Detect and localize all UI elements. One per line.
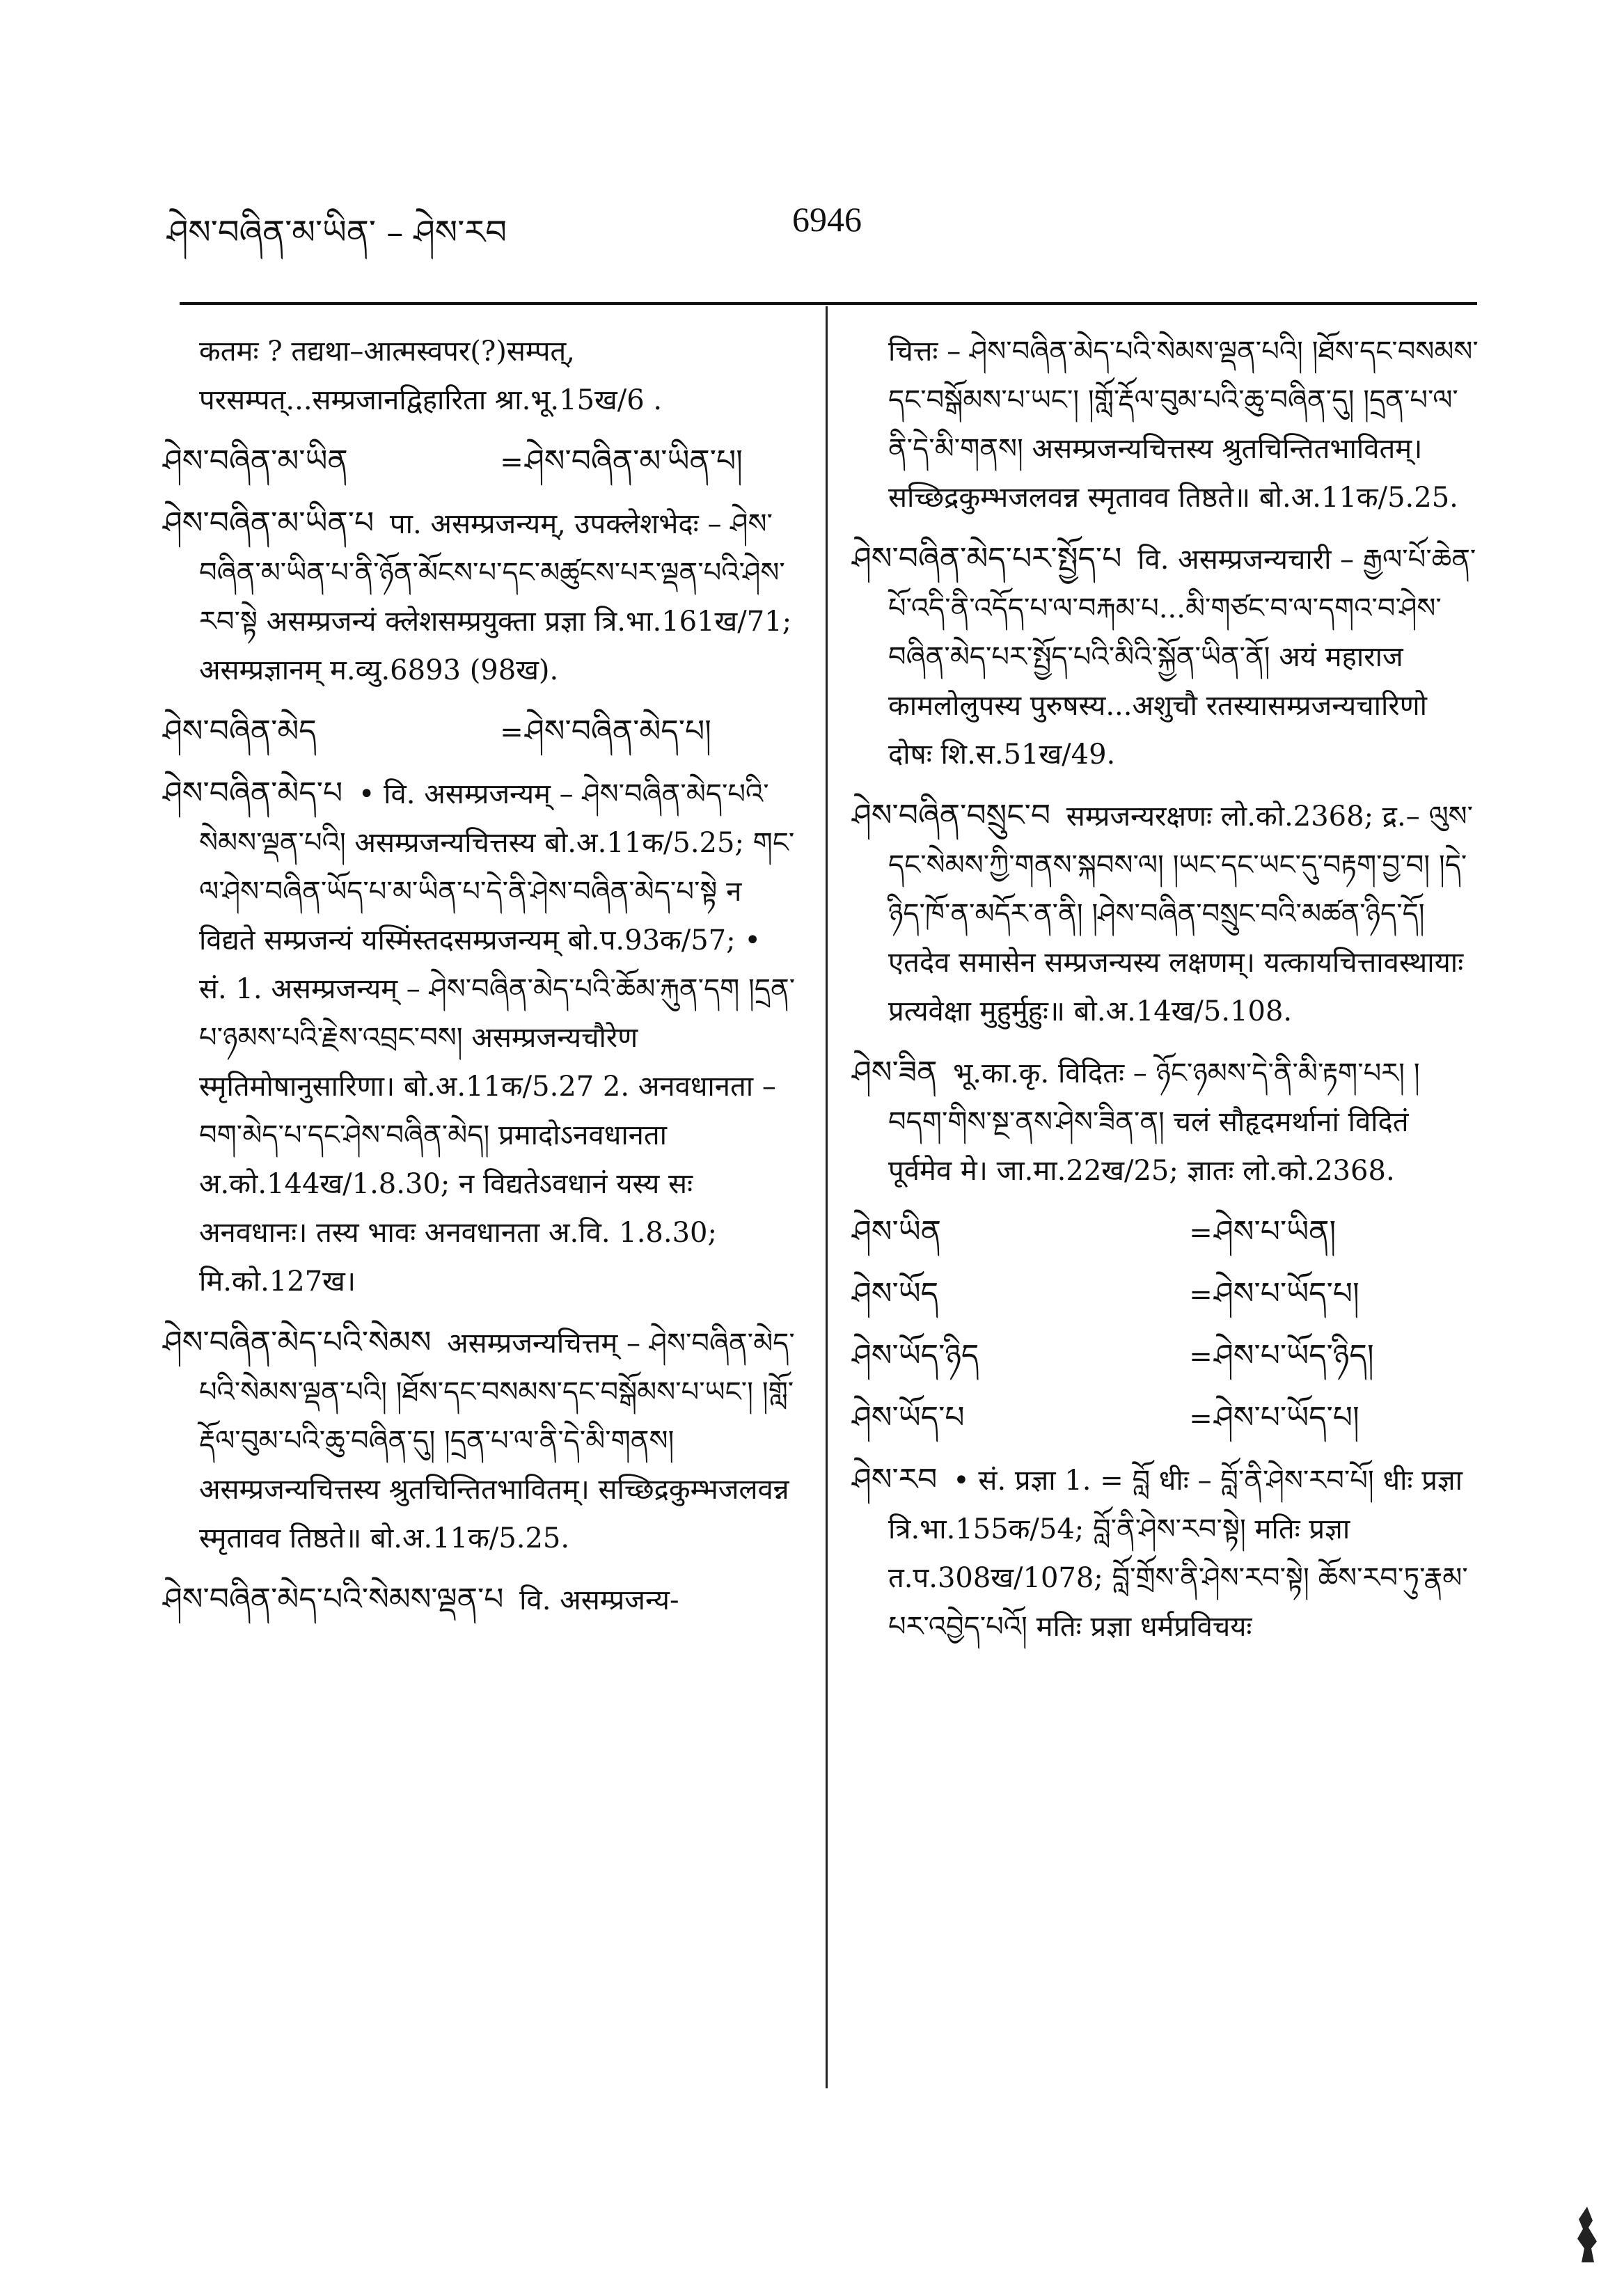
headword: ཤེས་བཞིན་མེད་པ — [163, 775, 343, 811]
reference-target: ཤེས་བཞིན་མ་ཡིན་པ། — [525, 443, 743, 479]
cross-reference-entry — [852, 1332, 1479, 1381]
column-divider — [826, 306, 828, 2088]
entry-text: असम्प्रजन्यचित्तम् – ཤེས་བཞིན་མེད་པའི་སེམས་ལྡན་པའི། །ཐོས་དང་བསམས་དང་བསྒོམས་པ་ཡང་། །གློ་རྡོལ་བུམ་པའི་ཆུ་བཞིན་དུ། །དྲན་པ་ལ་ནི་དེ་མི་གནས། असम्प्रजन्यचित्तस्य श्रुतचिन्तितभावितम्। सच्छिद्रकुम्भजलवन्न स्मृतावव तिष्ठते॥ बो.अ.11क/5.25. — [199, 1327, 795, 1554]
continuation-entry — [163, 327, 796, 425]
page-number: 6946 — [792, 200, 862, 239]
dictionary-entry — [163, 1575, 796, 1625]
headword: ཤེས་བཞིན་མེད — [163, 714, 317, 749]
entry-text: सम्प्रजन्यरक्षणः लो.को.2368; द्र.– ལུས་དང་སེམས་ཀྱི་གནས་སྐབས་ལ། །ཡང་དང་ཡང་དུ་བརྟག་བྱ་བ། །དེ་ཉིད་ཁོ་ན་མདོར་ན་ནི། །ཤེས་བཞིན་བསྲུང་བའི་མཚན་ཉིད་དོ། एतदेव समासेन सम्प्रजन्यस्य लक्षणम्। यत्कायचित्तावस्थायाः प्रत्यवेक्षा मुहुर्मुहुः॥ बो.अ.14ख/5.108. — [888, 801, 1474, 1027]
entry-text: वि. असम्प्रजन्य- — [519, 1584, 679, 1616]
headword: ཤེས་བཞིན་བསྲུང་བ — [852, 798, 1051, 833]
dictionary-entry — [852, 791, 1479, 1036]
entry-text: पा. असम्प्रजन्यम्, उपक्लेशभेदः – ཤེས་བཞིན་མ་ཡིན་པ་ནི་ཉོན་མོངས་པ་དང་མཚུངས་པར་ལྡན་པའི་ཤེས་རབ་སྟེ असम्प्रजन्यं क्लेशसम्प्रयुक्ता प्रज्ञा त्रि.भा.161ख/71; असम्प्रज्ञानम् म.व्यु.6893 (98ख). — [199, 508, 792, 686]
cross-reference-entry — [163, 437, 796, 487]
headword: ཤེས་ཡོད — [852, 1276, 939, 1311]
cross-reference-entry — [852, 1208, 1479, 1257]
entry-text: कतमः ? तद्यथा–आत्मस्वपर(?)सम्पत्, परसम्पत्...सम्प्रजानद्विहारिता श्रा.भू.15ख/6 . — [199, 336, 663, 416]
right-column — [852, 327, 1479, 1664]
left-column — [163, 327, 796, 1637]
equals-sign: = — [500, 716, 523, 748]
cross-reference-entry — [852, 1394, 1479, 1443]
headword: ཤེས་བཞིན་མེད་པར་སྤྱོད་པ — [852, 541, 1122, 576]
entry-text: वि. असम्प्रजन्यचारी – རྒྱལ་པོ་ཆེན་པོ་འདི་ནི་འདོད་པ་ལ་བརྐམ་པ...མི་གཙང་བ་ལ་དགའ་བ་ཤེས་བཞིན་མེད་པར་སྤྱོད་པའི་མིའི་སྐྱོན་ཡིན་ནོ། अयं महाराज कामलोलुपस्य पुरुषस्य...अशुचौ रतस्यासम्प्रजन्यचारिणो दोषः शि.स.51ख/49. — [888, 544, 1476, 771]
headword: ཤེས་ཡོད་ཉིད — [852, 1338, 979, 1373]
equals-sign: = — [1189, 1403, 1213, 1435]
running-header: ཤེས་བཞིན་མ་ཡིན་ – ཤེས་རབ — [167, 213, 507, 252]
headword: ཤེས་ཡིན — [852, 1214, 941, 1250]
dictionary-entry — [852, 1048, 1479, 1195]
headword: ཤེས་རབ — [852, 1462, 938, 1497]
reference-target: ཤེས་བཞིན་མེད་པ། — [525, 714, 711, 749]
headword: ཤེས་བཞིན་མེད་པའི་སེམས་ལྡན་པ — [163, 1582, 504, 1617]
dictionary-entry — [163, 499, 796, 695]
reference-target: ཤེས་པ་ཡོད་པ། — [1214, 1276, 1359, 1311]
header-rule — [180, 302, 1477, 305]
reference-target: ཤེས་པ་ཡིན། — [1214, 1214, 1337, 1250]
cross-reference-entry — [163, 707, 796, 757]
entry-text: भू.का.कृ. विदितः – ཉོང་ཉམས་དེ་ནི་མི་རྟག་པར། །བདག་གིས་སྔ་ནས་ཤེས་ཟིན་ན། चलं सौहृदमर्थानां विदितं पूर्वमेव मे। जा.मा.22ख/25; ज्ञातः लो.को.2368. — [888, 1057, 1420, 1187]
dictionary-entry — [163, 769, 796, 1306]
equals-sign: = — [1189, 1217, 1213, 1249]
headword: ཤེས་བཞིན་མ་ཡིན་པ — [163, 505, 375, 541]
headword: ཤེས་ཟིན — [852, 1055, 938, 1090]
equals-sign: = — [500, 446, 523, 478]
cross-reference-entry — [852, 1270, 1479, 1319]
equals-sign: = — [1189, 1341, 1213, 1373]
dictionary-entry — [163, 1318, 796, 1563]
entry-text: चित्तः – ཤེས་བཞིན་མེད་པའི་སེམས་ལྡན་པའི། །ཐོས་དང་བསམས་དང་བསྒོམས་པ་ཡང་། །གློ་རྡོལ་བུམ་པའི་ཆུ་བཞིན་དུ། །དྲན་པ་ལ་ནི་དེ་མི་གནས། असम्प्रजन्यचित्तस्य श्रुतचिन्तितभावितम्। सच्छिद्रकुम्भजलवन्न स्मृतावव तिष्ठते॥ बो.अ.11क/5.25. — [888, 336, 1479, 514]
entry-text: • वि. असम्प्रजन्यम् – ཤེས་བཞིན་མེད་པའི་སེམས་ལྡན་པའི། असम्प्रजन्यचित्तस्य बो.अ.11क/5.25; གང་ལ་ཤེས་བཞིན་ཡོད་པ་མ་ཡིན་པ་དེ་ནི་ཤེས་བཞིན་མེད་པ་སྟེ न विद्यते सम्प्रजन्यं यस्मिंस्तदसम्प्रजन्यम् बो.प.93क/57; • सं. 1. असम्प्रजन्यम् – ཤེས་བཞིན་མེད་པའི་ཆོམ་རྐུན་དག །དྲན་པ་ཉམས་པའི་རྗེས་འབྲང་བས། असम्प्रजन्यचौरेण स्मृतिमोषानुसारिणा। बो.अ.11क/5.27 2. अनवधानता – བག་མེད་པ་དང་ཤེས་བཞིན་མེད། प्रमादोऽनवधानता अ.को.144ख/1.8.30; न विद्यतेऽवधानं यस्य सः अनवधानः। तस्य भावः अनवधानता अ.वि. 1.8.30; मि.को.127ख। — [199, 778, 796, 1298]
equals-sign: = — [1189, 1279, 1213, 1311]
headword: ཤེས་ཡོད་པ — [852, 1400, 965, 1435]
headword: ཤེས་བཞིན་མེད་པའི་སེམས — [163, 1325, 432, 1360]
continuation-entry — [852, 327, 1479, 522]
headword: ཤེས་བཞིན་མ་ཡིན — [163, 443, 348, 479]
dictionary-entry — [852, 535, 1479, 779]
scan-artifact-mark — [1573, 2207, 1601, 2262]
reference-target: ཤེས་པ་ཡོད་པ། — [1214, 1400, 1359, 1435]
dictionary-entry — [852, 1456, 1479, 1651]
entry-text: • सं. प्रज्ञा 1. = བློ धीः – བློ་ནི་ཤེས་རབ་པོ། धीः प्रज्ञा त्रि.भा.155क/54; བློ་ནི་ཤེས་རབ་སྟེ། मतिः प्रज्ञा त.प.308ख/1078; བློ་གྲོས་ནི་ཤེས་རབ་སྟེ། ཆོས་རབ་ཏུ་རྣམ་པར་འབྱེད་པའོ། मतिः प्रज्ञा धर्मप्रविचयः — [888, 1465, 1468, 1643]
reference-target: ཤེས་པ་ཡོད་ཉིད། — [1214, 1338, 1374, 1373]
